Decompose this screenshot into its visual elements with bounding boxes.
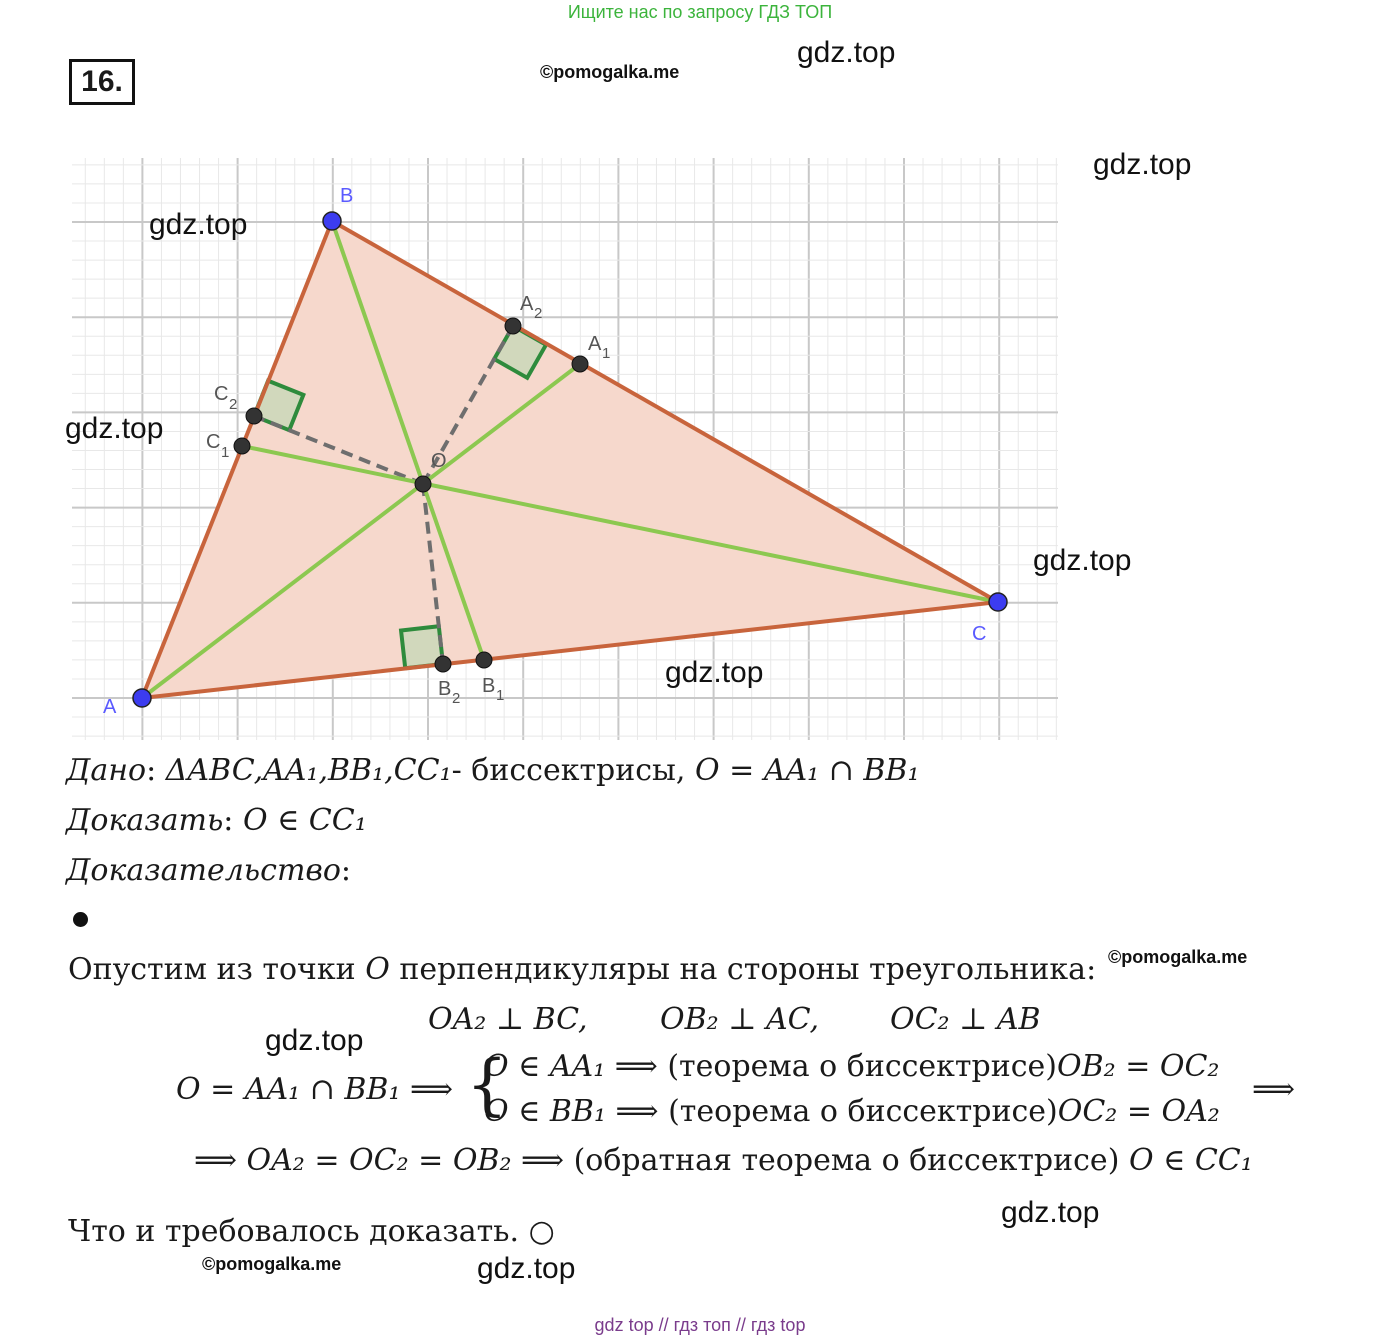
copyright-top: ©pomogalka.me bbox=[540, 62, 680, 82]
system-left: O = AA₁ ∩ BB₁ ⟹ bbox=[176, 1072, 454, 1107]
copyright-mid: ©pomogalka.me bbox=[1108, 947, 1248, 967]
bullet bbox=[73, 912, 88, 927]
watermark-top: gdz.top bbox=[797, 36, 896, 69]
perp-1: OA₂ ⊥ BC, bbox=[428, 1002, 588, 1037]
perp-2: OB₂ ⊥ AC, bbox=[660, 1002, 820, 1037]
label-b1-sub: 1 bbox=[496, 687, 505, 704]
label-c1: C bbox=[206, 431, 221, 453]
footer-links[interactable]: gdz top // гдз топ // гдз top bbox=[594, 1315, 806, 1335]
label-a1: A bbox=[588, 333, 602, 355]
system-brace: { bbox=[466, 1046, 508, 1123]
step-1: Опустим из точки O перпендикуляры на стороны треугольника: bbox=[68, 952, 1097, 987]
system-implies: ⟹ bbox=[1252, 1072, 1296, 1107]
label-c1-sub: 1 bbox=[221, 444, 230, 461]
point-o bbox=[415, 476, 431, 492]
watermark-4: gdz.top bbox=[1033, 544, 1132, 577]
case-2: O ∈ BB₁ ⟹ (теорема о биссектрисе)OC₂ = OA₂ bbox=[484, 1094, 1220, 1129]
watermark-1: gdz.top bbox=[1093, 148, 1192, 181]
label-a1-sub: 1 bbox=[602, 345, 611, 362]
given-line: Дано: ΔABC,AA₁,BB₁,CC₁- биссектрисы, O = AA₁ ∩ BB₁ bbox=[66, 753, 920, 788]
vertex-a bbox=[133, 689, 151, 707]
label-b: B bbox=[340, 185, 354, 207]
label-c2-sub: 2 bbox=[229, 396, 238, 413]
vertex-b bbox=[323, 212, 341, 230]
triangle-fill bbox=[142, 221, 998, 698]
problem-number: 16. bbox=[69, 59, 135, 105]
watermark-6: gdz.top bbox=[265, 1024, 364, 1057]
watermark-8: gdz.top bbox=[477, 1252, 576, 1285]
label-o: O bbox=[431, 450, 447, 472]
perp-3: OC₂ ⊥ AB bbox=[890, 1002, 1041, 1037]
watermark-3: gdz.top bbox=[65, 412, 164, 445]
vertex-c bbox=[989, 593, 1007, 611]
label-a: A bbox=[103, 696, 117, 718]
qed-line: Что и требовалось доказать. ○ bbox=[68, 1214, 555, 1249]
prove-line: Доказать: O ∈ CC₁ bbox=[66, 803, 367, 838]
label-a2: A bbox=[520, 293, 534, 315]
proof-heading: Доказательство: bbox=[66, 853, 352, 888]
label-c: C bbox=[972, 623, 987, 645]
label-b2-sub: 2 bbox=[452, 690, 461, 707]
watermark-2: gdz.top bbox=[149, 208, 248, 241]
label-b1: B bbox=[482, 675, 496, 697]
point-a2 bbox=[505, 318, 521, 334]
top-search-link[interactable]: Ищите нас по запросу ГДЗ ТОП bbox=[567, 2, 833, 22]
watermark-7: gdz.top bbox=[1001, 1196, 1100, 1229]
point-c1 bbox=[234, 438, 250, 454]
copyright-bottom: ©pomogalka.me bbox=[202, 1254, 342, 1274]
label-b2: B bbox=[438, 678, 452, 700]
point-b2 bbox=[435, 656, 451, 672]
conclusion-line: ⟹ OA₂ = OC₂ = OB₂ ⟹ (обратная теорема о биссектрисе) O ∈ CC₁ bbox=[194, 1143, 1253, 1178]
point-a1 bbox=[572, 356, 588, 372]
watermark-5: gdz.top bbox=[665, 656, 764, 689]
point-c2 bbox=[246, 408, 262, 424]
case-1: O ∈ AA₁ ⟹ (теорема о биссектрисе)OB₂ = OC₂ bbox=[484, 1049, 1220, 1084]
label-a2-sub: 2 bbox=[534, 305, 543, 322]
point-b1 bbox=[476, 652, 492, 668]
label-c2: C bbox=[214, 383, 229, 405]
